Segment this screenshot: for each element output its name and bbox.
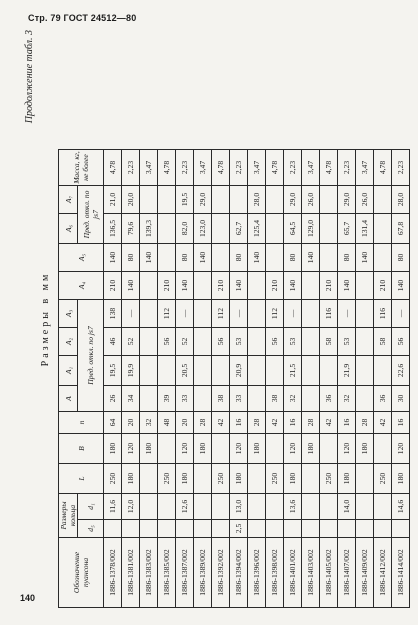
cell-b (320, 434, 338, 464)
header-mass: Масса, кг, не более (59, 150, 104, 186)
page-header: Стр. 79 ГОСТ 24512—80 (28, 13, 137, 23)
cell-a: 36 (320, 386, 338, 412)
cell-a1 (356, 356, 374, 386)
cell-a1 (248, 356, 266, 386)
cell-l (356, 464, 374, 494)
cell-code: 1886-1387/002 (176, 538, 194, 608)
cell-a4 (140, 272, 158, 300)
cell-a4 (248, 272, 266, 300)
header-A5: A₅ (59, 244, 104, 272)
table-row (158, 150, 176, 608)
cell-l: 250 (104, 464, 122, 494)
cell-n: 20 (176, 412, 194, 434)
table-row (122, 150, 140, 608)
cell-l: 180 (122, 464, 140, 494)
cell-a1 (320, 356, 338, 386)
cell-a: 30 (392, 386, 410, 412)
cell-l (140, 464, 158, 494)
cell-n: 32 (140, 412, 158, 434)
cell-a3 (302, 300, 320, 328)
cell-a7 (158, 186, 176, 214)
cell-a4: 210 (158, 272, 176, 300)
cell-l (194, 464, 212, 494)
cell-a6: 62,7 (230, 214, 248, 244)
cell-mass: 3,47 (194, 150, 212, 186)
cell-a2 (194, 328, 212, 356)
cell-l: 180 (338, 464, 356, 494)
cell-mass: 2,23 (122, 150, 140, 186)
cell-d1 (374, 494, 392, 520)
cell-a2 (140, 328, 158, 356)
cell-l: 250 (320, 464, 338, 494)
cell-n: 16 (284, 412, 302, 434)
cell-d1: 12,0 (122, 494, 140, 520)
cell-a (194, 386, 212, 412)
cell-d5: 2,5 (230, 520, 248, 538)
cell-a2: 52 (122, 328, 140, 356)
cell-a5: 140 (248, 244, 266, 272)
cell-a5: 80 (176, 244, 194, 272)
cell-b: 180 (248, 434, 266, 464)
cell-a7: 29,0 (338, 186, 356, 214)
cell-d5 (320, 520, 338, 538)
cell-b: 120 (284, 434, 302, 464)
cell-a6 (266, 214, 284, 244)
cell-mass: 4,78 (266, 150, 284, 186)
cell-a1: 19,9 (122, 356, 140, 386)
cell-a2: 58 (320, 328, 338, 356)
cell-n: 42 (374, 412, 392, 434)
cell-d5 (104, 520, 122, 538)
cell-d1 (248, 494, 266, 520)
cell-a3: 116 (374, 300, 392, 328)
cell-mass: 4,78 (212, 150, 230, 186)
cell-mass: 2,23 (392, 150, 410, 186)
cell-a5: 80 (284, 244, 302, 272)
cell-n: 42 (266, 412, 284, 434)
cell-b: 120 (230, 434, 248, 464)
cell-mass: 3,47 (140, 150, 158, 186)
cell-b (212, 434, 230, 464)
cell-mass: 4,78 (104, 150, 122, 186)
cell-n: 20 (122, 412, 140, 434)
page-number: 140 (20, 593, 36, 603)
cell-a7 (320, 186, 338, 214)
cell-mass: 2,23 (338, 150, 356, 186)
cell-a2: 56 (212, 328, 230, 356)
cell-a6: 82,0 (176, 214, 194, 244)
cell-a4: 210 (104, 272, 122, 300)
cell-a7 (212, 186, 230, 214)
table-title: Размеры в мм (40, 271, 51, 367)
cell-a1 (194, 356, 212, 386)
cell-n: 42 (212, 412, 230, 434)
cell-a3: 116 (320, 300, 338, 328)
cell-a3 (140, 300, 158, 328)
cell-mass: 3,47 (248, 150, 266, 186)
header-ring: Размеры кольца (59, 494, 78, 538)
cell-a5: 140 (302, 244, 320, 272)
cell-a: 34 (122, 386, 140, 412)
cell-a2: 53 (338, 328, 356, 356)
cell-a: 38 (212, 386, 230, 412)
cell-a3: 138 (104, 300, 122, 328)
cell-a4: 140 (230, 272, 248, 300)
cell-code: 1886-1389/002 (194, 538, 212, 608)
cell-d1 (140, 494, 158, 520)
cell-l: 180 (284, 464, 302, 494)
cell-a3: — (176, 300, 194, 328)
cell-a2 (248, 328, 266, 356)
cell-n: 28 (302, 412, 320, 434)
cell-mass: 3,47 (356, 150, 374, 186)
cell-code: 1886-1414/002 (392, 538, 410, 608)
cell-n: 48 (158, 412, 176, 434)
cell-d1 (320, 494, 338, 520)
cell-code: 1886-1405/002 (320, 538, 338, 608)
cell-mass: 2,23 (176, 150, 194, 186)
cell-a6: 139,3 (140, 214, 158, 244)
cell-a4: 140 (338, 272, 356, 300)
cell-a4: 210 (320, 272, 338, 300)
cell-a7: 26,0 (302, 186, 320, 214)
cell-b: 120 (176, 434, 194, 464)
cell-a2: 56 (392, 328, 410, 356)
header-d5: d₅ (78, 520, 104, 538)
cell-d5 (194, 520, 212, 538)
table-row (356, 150, 374, 608)
cell-d1: 14,0 (338, 494, 356, 520)
tolerance-header-right: Пред. откл. по js7 (78, 186, 104, 244)
cell-l: 180 (392, 464, 410, 494)
cell-a (356, 386, 374, 412)
cell-a5: 80 (392, 244, 410, 272)
cell-a2: 53 (230, 328, 248, 356)
cell-a: 36 (374, 386, 392, 412)
cell-a1: 19,5 (104, 356, 122, 386)
cell-a7: 21,0 (104, 186, 122, 214)
cell-a3: — (122, 300, 140, 328)
header-n: n (59, 412, 104, 434)
cell-a2: 56 (158, 328, 176, 356)
cell-a: 32 (284, 386, 302, 412)
cell-n: 42 (320, 412, 338, 434)
cell-a7: 28,0 (248, 186, 266, 214)
header-A: A (59, 386, 78, 412)
cell-a6: 136,5 (104, 214, 122, 244)
header-A3: A₃ (59, 300, 78, 328)
cell-b: 180 (302, 434, 320, 464)
cell-a3: 112 (266, 300, 284, 328)
tolerance-header-left: Пред. откл. по js7 (78, 300, 104, 412)
table-row (212, 150, 230, 608)
cell-n: 28 (356, 412, 374, 434)
cell-a1 (140, 356, 158, 386)
cell-a6 (158, 214, 176, 244)
cell-l: 180 (230, 464, 248, 494)
cell-n: 16 (230, 412, 248, 434)
cell-a5 (158, 244, 176, 272)
cell-d5 (266, 520, 284, 538)
cell-a6: 125,4 (248, 214, 266, 244)
table-row (230, 150, 248, 608)
cell-b: 180 (356, 434, 374, 464)
cell-a3 (356, 300, 374, 328)
cell-a: 32 (338, 386, 356, 412)
cell-a3: 112 (158, 300, 176, 328)
table-row (284, 150, 302, 608)
cell-code: 1886-1396/002 (248, 538, 266, 608)
cell-d1 (356, 494, 374, 520)
cell-a: 33 (176, 386, 194, 412)
cell-a7: 29,0 (284, 186, 302, 214)
cell-a6 (212, 214, 230, 244)
cell-a7 (374, 186, 392, 214)
cell-code: 1886-1383/002 (140, 538, 158, 608)
cell-a6: 131,4 (356, 214, 374, 244)
cell-a7 (230, 186, 248, 214)
cell-l: 250 (158, 464, 176, 494)
cell-a2: 56 (266, 328, 284, 356)
cell-a1 (212, 356, 230, 386)
cell-a1: 20,9 (230, 356, 248, 386)
cell-code: 1886-1409/002 (356, 538, 374, 608)
cell-a6: 123,0 (194, 214, 212, 244)
cell-a (140, 386, 158, 412)
cell-code: 1886-1378/002 (104, 538, 122, 608)
cell-code: 1886-1385/002 (158, 538, 176, 608)
rotated-table-block (24, 30, 405, 608)
cell-a1 (266, 356, 284, 386)
cell-code: 1886-1398/002 (266, 538, 284, 608)
cell-d1 (302, 494, 320, 520)
cell-l: 250 (212, 464, 230, 494)
cell-a1 (374, 356, 392, 386)
cell-a6 (320, 214, 338, 244)
cell-a3 (248, 300, 266, 328)
cell-a6: 67,8 (392, 214, 410, 244)
cell-l (248, 464, 266, 494)
header-A6: A₆ (59, 214, 78, 244)
cell-n: 28 (194, 412, 212, 434)
cell-a4: 210 (266, 272, 284, 300)
cell-b: 120 (122, 434, 140, 464)
cell-d5 (176, 520, 194, 538)
cell-n: 64 (104, 412, 122, 434)
cell-a5 (320, 244, 338, 272)
cell-l: 180 (176, 464, 194, 494)
table-row (104, 150, 122, 608)
cell-a6: 79,6 (122, 214, 140, 244)
cell-a5 (212, 244, 230, 272)
cell-a6: 65,7 (338, 214, 356, 244)
header-B: B (59, 434, 104, 464)
cell-d5 (302, 520, 320, 538)
cell-d5 (212, 520, 230, 538)
cell-a7 (140, 186, 158, 214)
cell-d5 (338, 520, 356, 538)
cell-a7: 19,5 (176, 186, 194, 214)
cell-a3: — (284, 300, 302, 328)
header-A1: A₁ (59, 356, 78, 386)
table-row (266, 150, 284, 608)
cell-a (248, 386, 266, 412)
cell-a4 (356, 272, 374, 300)
table-row (194, 150, 212, 608)
cell-a3: 112 (212, 300, 230, 328)
table-row (374, 150, 392, 608)
cell-a5: 80 (338, 244, 356, 272)
cell-a6 (374, 214, 392, 244)
cell-a3: — (392, 300, 410, 328)
cell-code: 1886-1381/002 (122, 538, 140, 608)
cell-l (302, 464, 320, 494)
header-designation: Обозначение пуансона (59, 538, 104, 608)
cell-a1: 21,5 (284, 356, 302, 386)
cell-code: 1886-1407/002 (338, 538, 356, 608)
cell-a: 33 (230, 386, 248, 412)
cell-b (266, 434, 284, 464)
cell-n: 16 (392, 412, 410, 434)
table-row (176, 150, 194, 608)
table-row (392, 150, 410, 608)
cell-mass: 4,78 (374, 150, 392, 186)
cell-d5 (374, 520, 392, 538)
table-row (338, 150, 356, 608)
cell-a6: 129,0 (302, 214, 320, 244)
header-A2: A₂ (59, 328, 78, 356)
cell-a5: 140 (140, 244, 158, 272)
cell-l: 250 (374, 464, 392, 494)
cell-a2: 52 (176, 328, 194, 356)
cell-a7: 29,0 (194, 186, 212, 214)
cell-a4: 140 (284, 272, 302, 300)
cell-d5 (392, 520, 410, 538)
cell-a: 26 (104, 386, 122, 412)
header-L: L (59, 464, 104, 494)
cell-code: 1886-1412/002 (374, 538, 392, 608)
cell-b (158, 434, 176, 464)
cell-a: 39 (158, 386, 176, 412)
cell-a7: 20,0 (122, 186, 140, 214)
cell-n: 28 (248, 412, 266, 434)
cell-d5 (122, 520, 140, 538)
cell-a1 (302, 356, 320, 386)
cell-d1: 14,6 (392, 494, 410, 520)
cell-d5 (248, 520, 266, 538)
cell-b: 180 (194, 434, 212, 464)
cell-a6: 64,5 (284, 214, 302, 244)
cell-code: 1886-1394/002 (230, 538, 248, 608)
cell-code: 1886-1403/002 (302, 538, 320, 608)
cell-a5: 80 (122, 244, 140, 272)
header-d1: d₁ (78, 494, 104, 520)
cell-a5 (374, 244, 392, 272)
cell-d1: 13,6 (284, 494, 302, 520)
cell-a2 (356, 328, 374, 356)
cell-a4: 210 (212, 272, 230, 300)
cell-mass: 2,23 (230, 150, 248, 186)
cell-a2: 46 (104, 328, 122, 356)
table-row (248, 150, 266, 608)
cell-a3: — (338, 300, 356, 328)
cell-b: 120 (392, 434, 410, 464)
cell-d5 (158, 520, 176, 538)
cell-a4 (194, 272, 212, 300)
cell-b: 180 (140, 434, 158, 464)
cell-a: 38 (266, 386, 284, 412)
cell-code: 1886-1401/002 (284, 538, 302, 608)
cell-mass: 4,78 (320, 150, 338, 186)
cell-mass: 4,78 (158, 150, 176, 186)
cell-d1 (158, 494, 176, 520)
cell-b (374, 434, 392, 464)
cell-a4 (302, 272, 320, 300)
cell-a (302, 386, 320, 412)
cell-code: 1886-1392/002 (212, 538, 230, 608)
cell-a7 (266, 186, 284, 214)
cell-a5: 140 (194, 244, 212, 272)
cell-a2: 53 (284, 328, 302, 356)
cell-a4: 140 (176, 272, 194, 300)
cell-a5 (266, 244, 284, 272)
cell-a4: 210 (374, 272, 392, 300)
cell-a2 (302, 328, 320, 356)
cell-b: 120 (338, 434, 356, 464)
cell-a3 (194, 300, 212, 328)
cell-a4: 140 (392, 272, 410, 300)
header-A4: A₄ (59, 272, 104, 300)
cell-d1 (194, 494, 212, 520)
cell-a3: — (230, 300, 248, 328)
cell-a7: 26,0 (356, 186, 374, 214)
cell-n: 16 (338, 412, 356, 434)
cell-a7: 28,0 (392, 186, 410, 214)
cell-a5: 80 (230, 244, 248, 272)
cell-d1: 12,6 (176, 494, 194, 520)
cell-l: 250 (266, 464, 284, 494)
dimensions-table (58, 149, 410, 608)
cell-d5 (284, 520, 302, 538)
table-row (140, 150, 158, 608)
cell-mass: 3,47 (302, 150, 320, 186)
cell-d1 (212, 494, 230, 520)
cell-a5: 140 (104, 244, 122, 272)
table-continuation-label: Продолжение табл. 3 (24, 30, 35, 124)
cell-d5 (140, 520, 158, 538)
cell-b: 180 (104, 434, 122, 464)
header-A7: A₇ (59, 186, 78, 214)
cell-d1 (266, 494, 284, 520)
cell-a1: 22,6 (392, 356, 410, 386)
cell-a1: 20,5 (176, 356, 194, 386)
cell-a2: 58 (374, 328, 392, 356)
cell-a1 (158, 356, 176, 386)
cell-d1: 11,6 (104, 494, 122, 520)
cell-mass: 2,23 (284, 150, 302, 186)
cell-d1: 13,0 (230, 494, 248, 520)
cell-a4: 140 (122, 272, 140, 300)
cell-a5: 140 (356, 244, 374, 272)
table-row (320, 150, 338, 608)
cell-d5 (356, 520, 374, 538)
cell-a1: 21,9 (338, 356, 356, 386)
table-row (302, 150, 320, 608)
